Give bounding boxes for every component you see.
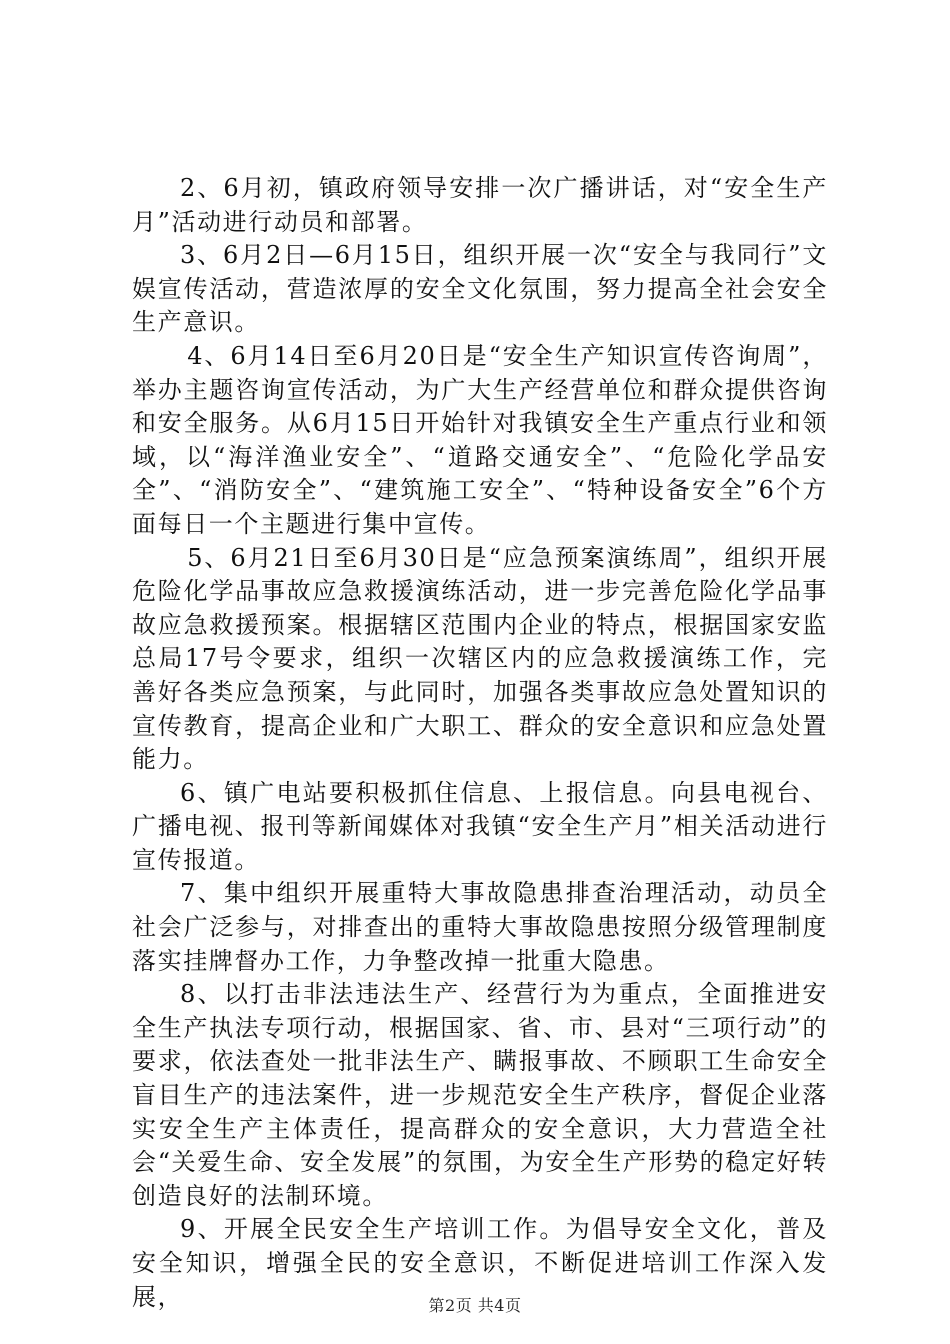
paragraph-item-7: 7、集中组织开展重特大事故隐患排查治理活动，动员全社会广泛参与，对排查出的重特大事故隐患按照分级管理制度落实挂牌督办工作，力争整改掉一批重大隐患。 [132,879,828,975]
paragraph-item-4: 4、6月14日至6月20日是“安全生产知识宣传咨询周”，举办主题咨询宣传活动，为广大生产经营单位和群众提供咨询和安全服务。从6月15日开始针对我镇安全生产重点行业和领域，以“海洋渔业安全”、“道路交通安全”、“危险化学品安全”、“消防安全”、“建筑施工安全”、“特种设备安全”6个方面每日一个主题进行集中宣传。 [132,341,828,538]
page-number-footer: 第2页 共4页 [428,1296,522,1315]
paragraph-item-5: 5、6月21日至6月30日是“应急预案演练周”，组织开展危险化学品事故应急救援演练活动，进一步完善危险化学品事故应急救援预案。根据辖区范围内企业的特点，根据国家安监总局17号令要求，组织一次辖区内的应急救援演练工作，完善好各类应急预案，与此同时，加强各类事故应急处置知识的宣传教育，提高企业和广大职工、群众的安全意识和应急处置能力。 [132,543,828,774]
paragraph-item-9: 9、开展全民安全生产培训工作。为倡导安全文化，普及安全知识，增强全民的安全意识，不断促进培训工作深入发展， [132,1215,828,1311]
paragraph-item-8: 8、以打击非法违法生产、经营行为为重点，全面推进安全生产执法专项行动，根据国家、省、市、县对“三项行动”的要求，依法查处一批非法生产、瞒报事故、不顾职工生命安全盲目生产的违法案件，进一步规范安全生产秩序，督促企业落实安全生产主体责任，提高群众的安全意识，大力营造全社会“关爱生命、安全发展”的氛围，为安全生产形势的稳定好转创造良好的法制环境。 [132,980,828,1210]
document-body [132,172,828,1314]
paragraph-item-2: 2、6月初，镇政府领导安排一次广播讲话，对“安全生产月”活动进行动员和部署。 [132,174,828,236]
paragraph-item-6: 6、镇广电站要积极抓住信息、上报信息。向县电视台、广播电视、报刊等新闻媒体对我镇“安全生产月”相关活动进行宣传报道。 [132,778,828,874]
paragraph-item-3: 3、6月2日—6月15日，组织开展一次“安全与我同行”文娱宣传活动，营造浓厚的安全文化氛围，努力提高全社会安全生产意识。 [132,241,828,337]
